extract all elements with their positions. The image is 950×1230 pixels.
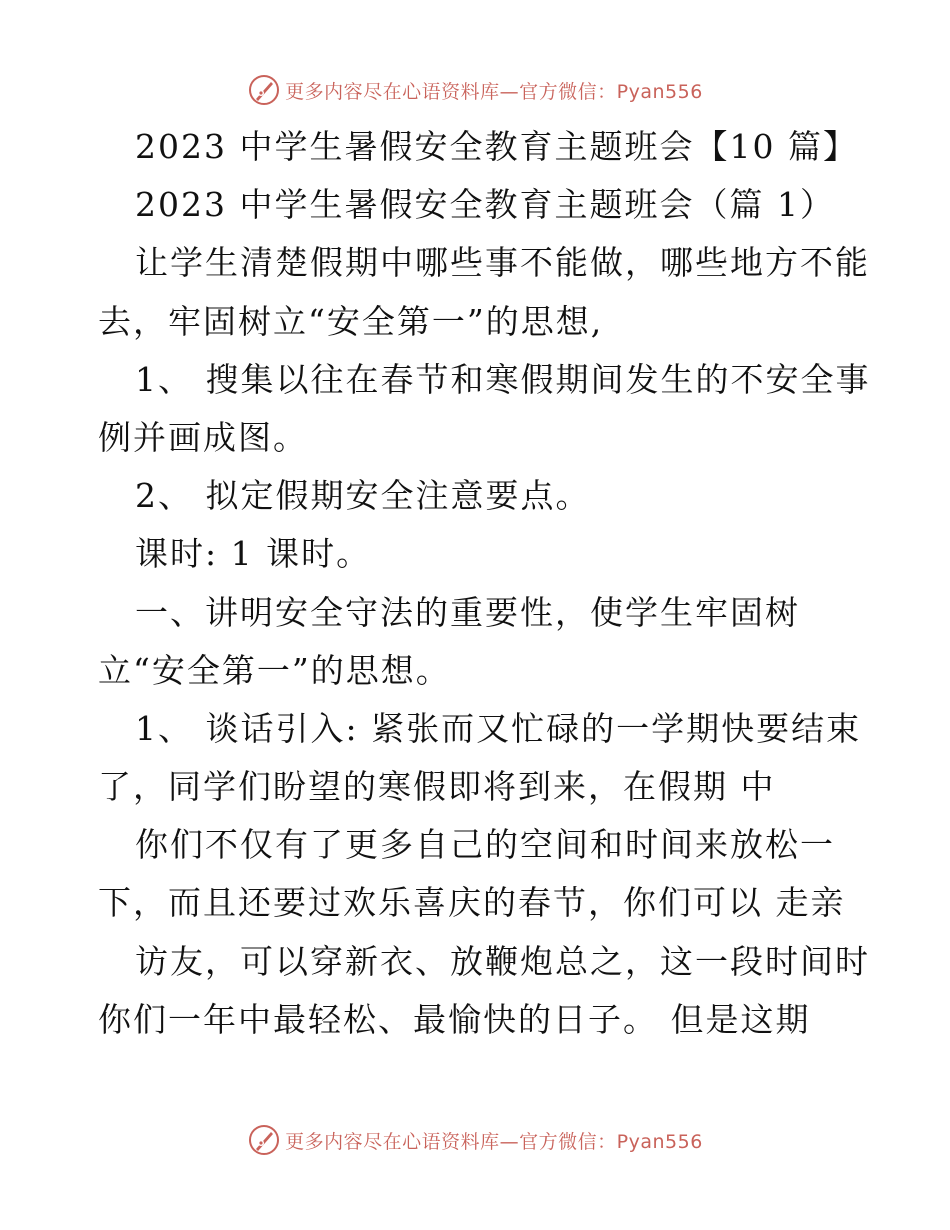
paragraph-line: 一、讲明安全守法的重要性，使学生牢固树: [135, 592, 800, 632]
footer-banner: [0, 1118, 950, 1162]
paragraph-line: 1、 搜集以往在春节和寒假期间发生的不安全事: [135, 359, 871, 399]
paragraph-line: 去，牢固树立“安全第一”的思想,: [98, 301, 604, 341]
paragraph-line: 2、 拟定假期安全注意要点。: [135, 476, 591, 516]
header-banner-text: 更多内容尽在心语资料库—官方微信：Pyan556: [285, 80, 703, 103]
paragraph-line: 你们一年中最轻松、最愉快的日子。 但是这期: [98, 999, 811, 1039]
quill-pen-icon: [247, 1123, 281, 1157]
paragraph-line: 让学生清楚假期中哪些事不能做，哪些地方不能: [135, 243, 870, 283]
paragraph-line: 例并画成图。: [98, 417, 308, 457]
paragraph-line: 下，而且还要过欢乐喜庆的春节，你们可以 走亲: [98, 883, 846, 923]
document-body: [98, 118, 871, 1049]
document-title: 2023 中学生暑假安全教育主题班会【10 篇】: [135, 127, 858, 166]
paragraph-line: 1、 谈话引入: 紧张而又忙碌的一学期快要结束: [135, 708, 862, 748]
section-heading: 2023 中学生暑假安全教育主题班会（篇 1）: [135, 185, 835, 225]
paragraph-line: 你们不仅有了更多自己的空间和时间来放松一: [135, 825, 835, 865]
quill-pen-icon: [247, 73, 281, 107]
paragraph-line: 了，同学们盼望的寒假即将到来，在假期 中: [98, 767, 776, 807]
paragraph-line: 访友，可以穿新衣、放鞭炮总之，这一段时间时: [135, 941, 870, 981]
paragraph-line: 立“安全第一”的思想。: [98, 650, 451, 690]
footer-banner-text: 更多内容尽在心语资料库—官方微信：Pyan556: [285, 1130, 703, 1153]
paragraph-line: 课时: 1 课时。: [135, 534, 372, 574]
header-banner: [0, 68, 950, 112]
